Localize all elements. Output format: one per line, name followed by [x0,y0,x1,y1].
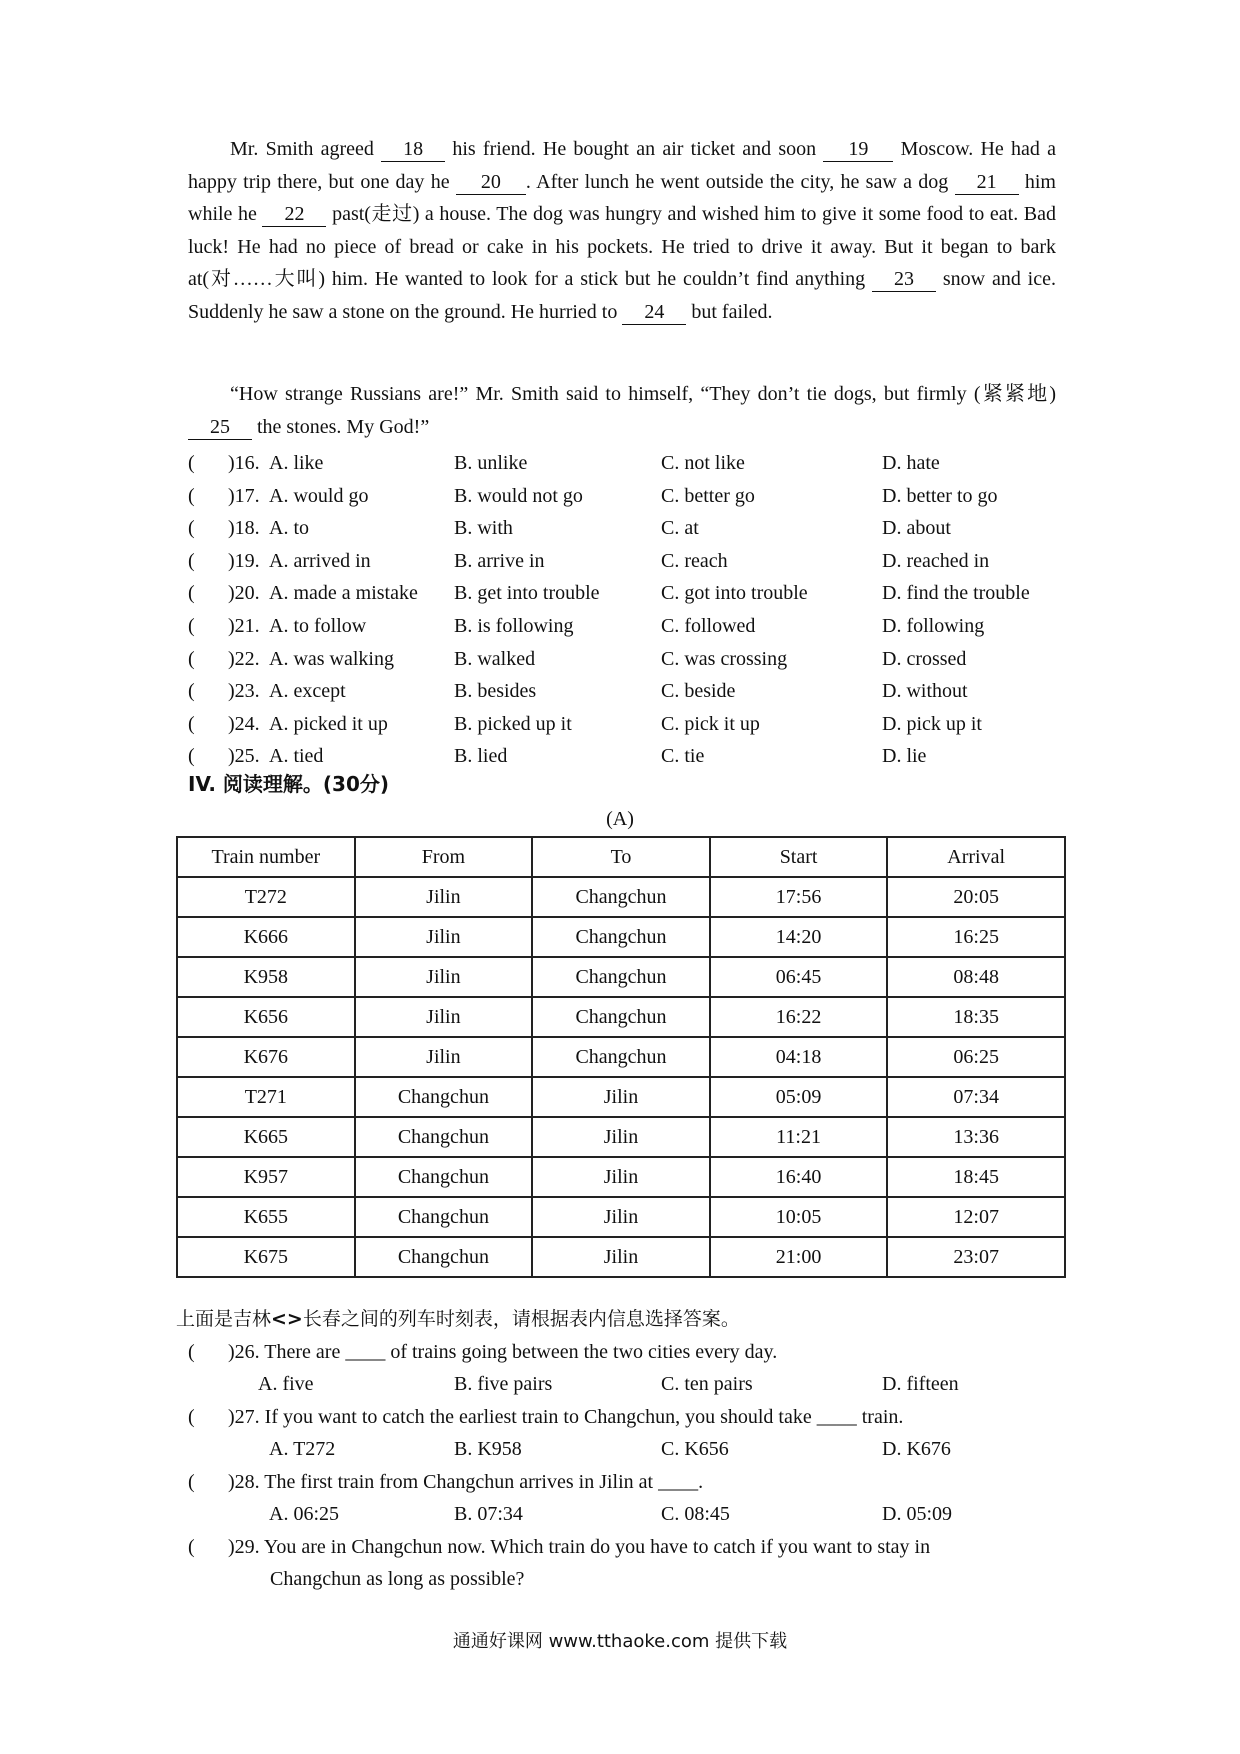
option-b: B. walked [454,647,536,670]
option-a: A. picked it up [269,712,388,735]
passage-text: . After lunch he went outside the city, he saw a dog [525,170,955,193]
question-number: )18. [228,517,260,540]
table-cell: 16:25 [887,917,1065,957]
table-row [177,877,1065,917]
answer-paren: ( [188,517,195,540]
table-cell: Changchun [355,1197,533,1237]
question-number: )22. [228,647,260,670]
table-cell: 21:00 [710,1237,888,1277]
option-c: C. 08:45 [661,1503,730,1525]
passage-text: Moscow. He had a happy trip there, but one day he [188,138,1056,193]
question-number: )23. [228,680,260,703]
table-cell: K656 [177,997,355,1037]
table-cell: K676 [177,1037,355,1077]
option-a: A. would go [269,484,369,507]
option-d: D. about [882,517,951,540]
option-b: B. get into trouble [454,582,600,605]
option-a: A. to follow [269,614,367,637]
column-header: To [532,837,710,877]
option-row-18 [188,512,1068,545]
option-row-23 [188,675,1068,708]
question-28 [188,1466,1068,1499]
option-d: D. better to go [882,484,998,507]
option-d: D. hate [882,452,940,474]
table-cell: 14:20 [710,917,888,957]
passage-text: the stones. My God!” [252,415,430,438]
table-row [177,1197,1065,1237]
option-c: C. not like [661,452,745,474]
answer-paren: ( [188,745,195,768]
answer-paren: ( [188,1536,195,1558]
option-c: C. reach [661,549,728,572]
answer-paren: ( [188,484,195,507]
answer-paren: ( [188,680,195,703]
table-cell: K675 [177,1237,355,1277]
question-number: )24. [228,712,260,735]
column-header: From [355,837,533,877]
option-row-17 [188,480,1068,513]
option-row-24 [188,708,1068,741]
table-cell: 07:34 [887,1077,1065,1117]
table-row [177,1237,1065,1277]
option-row-16 [188,447,1068,480]
passage-paragraph-2 [188,378,1056,443]
table-cell: 11:21 [710,1117,888,1157]
blank-19: 19 [823,137,893,162]
question-number: )17. [228,484,260,507]
answer-paren: ( [188,1471,195,1493]
cloze-options [188,447,1068,773]
table-cell: K958 [177,957,355,997]
answer-paren: ( [188,582,195,605]
question-26 [188,1336,1068,1369]
option-c: C. better go [661,484,755,507]
answer-paren: ( [188,1341,195,1363]
table-cell: 04:18 [710,1037,888,1077]
option-a: A. 06:25 [269,1503,339,1525]
option-d: D. find the trouble [882,582,1030,605]
option-a: A. T272 [269,1438,336,1460]
blank-18: 18 [381,137,445,162]
question-number: )25. [228,745,260,768]
passage-text: his friend. He bought an air ticket and soon [445,138,824,160]
option-d: D. pick up it [882,712,982,735]
table-caption: (A) [606,808,634,830]
table-cell: Changchun [355,1157,533,1197]
page-footer: 通通好课网 www.tthaoke.com 提供下载 [452,1631,788,1652]
table-row [177,1157,1065,1197]
option-c: C. beside [661,680,736,703]
option-b: B. with [454,517,513,540]
option-c: C. tie [661,745,705,768]
option-c: C. ten pairs [661,1373,753,1395]
blank-25: 25 [188,415,252,440]
option-b: B. K958 [454,1438,522,1460]
option-d: D. following [882,614,985,637]
table-cell: 16:40 [710,1157,888,1197]
passage-text: Mr. Smith agreed [230,138,382,160]
option-a: A. arrived in [269,549,371,572]
option-c: C. was crossing [661,647,788,670]
table-cell: Jilin [532,1117,710,1157]
option-b: B. is following [454,614,574,637]
answer-paren: ( [188,647,195,670]
table-cell: Changchun [355,1077,533,1117]
option-c: C. pick it up [661,712,760,735]
passage-paragraph-1 [188,133,1056,329]
question-27 [188,1401,1068,1434]
option-row-19 [188,545,1068,578]
option-a: A. to [269,517,309,540]
table-cell: Changchun [355,1117,533,1157]
table-cell: Jilin [532,1197,710,1237]
option-d: D. K676 [882,1438,951,1460]
table-row [177,957,1065,997]
passage-text: but failed. [686,300,773,323]
question-number: )21. [228,614,260,637]
option-b: B. five pairs [454,1373,553,1395]
table-cell: Changchun [355,1237,533,1277]
table-cell: 10:05 [710,1197,888,1237]
blank-23: 23 [872,267,936,292]
answer-paren: ( [188,452,195,474]
table-header-row [177,837,1065,877]
table-cell: K655 [177,1197,355,1237]
option-a: A. except [269,680,346,703]
table-cell: T272 [177,877,355,917]
table-cell: Jilin [532,1157,710,1197]
option-a: A. tied [269,745,324,768]
table-cell: Changchun [532,917,710,957]
option-row-22 [188,643,1068,676]
table-cell: Jilin [355,997,533,1037]
column-header: Arrival [887,837,1065,877]
table-row [177,1077,1065,1117]
table-cell: 18:45 [887,1157,1065,1197]
question-26-options [188,1368,1068,1401]
double-arrow-icon: <> [271,1308,303,1330]
option-c: C. followed [661,614,756,637]
answer-paren: ( [188,1406,195,1428]
question-27-options [188,1433,1068,1466]
table-cell: 17:56 [710,877,888,917]
table-row [177,1117,1065,1157]
question-text: )29. You are in Changchun now. Which train do you have to catch if you want to stay in [228,1536,931,1558]
answer-paren: ( [188,712,195,735]
option-d: D. crossed [882,647,967,670]
answer-paren: ( [188,549,195,572]
option-b: B. lied [454,745,508,768]
table-cell: Changchun [532,877,710,917]
table-cell: Changchun [532,997,710,1037]
option-a: A. was walking [269,647,394,670]
option-b: B. would not go [454,484,583,507]
table-row [177,917,1065,957]
option-b: B. picked up it [454,712,572,735]
table-cell: K957 [177,1157,355,1197]
option-d: D. reached in [882,549,990,572]
table-cell: 20:05 [887,877,1065,917]
table-instructions [176,1305,740,1333]
table-cell: T271 [177,1077,355,1117]
option-c: C. at [661,517,699,540]
option-row-21 [188,610,1068,643]
option-b: B. arrive in [454,549,545,572]
table-cell: 13:36 [887,1117,1065,1157]
question-29 [188,1531,1068,1564]
table-cell: 06:25 [887,1037,1065,1077]
passage-text: past(走过) a house. The dog was hungry and wished him to give it some food to eat. Bad luck! He had no piece of bread or cake in his pockets. He tried to drive it away. But it began to bark at(对……大叫) him. He wanted to look for a stick but he couldn’t find anything [188,203,1056,291]
passage-text: snow and ice. Suddenly he saw a stone on the ground. He hurried to [188,268,1056,323]
blank-22: 22 [262,202,326,227]
blank-21: 21 [955,170,1019,195]
table-cell: K666 [177,917,355,957]
instruction-text: 长春之间的列车时刻表，请根据表内信息选择答案。 [302,1308,740,1330]
table-cell: 23:07 [887,1237,1065,1277]
option-b: B. 07:34 [454,1503,523,1525]
table-cell: Jilin [355,877,533,917]
option-d: D. fifteen [882,1373,959,1395]
option-a: A. like [269,452,324,474]
table-cell: 08:48 [887,957,1065,997]
option-b: B. besides [454,680,537,703]
option-d: D. 05:09 [882,1503,952,1525]
question-number: )16. [228,452,260,474]
question-29-continued [188,1563,1068,1596]
option-a: A. five [258,1373,314,1395]
column-header: Train number [177,837,355,877]
train-schedule-table [176,836,1066,1278]
blank-20: 20 [456,170,526,195]
table-row [177,1037,1065,1077]
option-row-20 [188,577,1068,610]
table-cell: Changchun [532,957,710,997]
column-header: Start [710,837,888,877]
question-text: )26. There are ____ of trains going between the two cities every day. [228,1341,778,1363]
passage-text: “How strange Russians are!” Mr. Smith said to himself, “They don’t tie dogs, but firmly (紧紧地) [230,383,1056,405]
table-cell: 05:09 [710,1077,888,1117]
table-cell: Jilin [355,957,533,997]
option-a: A. made a mistake [269,582,418,605]
question-text: Changchun as long as possible? [270,1568,525,1590]
table-cell: Changchun [532,1037,710,1077]
table-cell: 06:45 [710,957,888,997]
table-cell: Jilin [532,1237,710,1277]
question-text: )28. The first train from Changchun arrives in Jilin at ____. [228,1471,704,1493]
table-cell: Jilin [355,1037,533,1077]
table-cell: Jilin [355,917,533,957]
table-cell: 18:35 [887,997,1065,1037]
table-cell: 12:07 [887,1197,1065,1237]
question-number: )20. [228,582,260,605]
table-cell: K665 [177,1117,355,1157]
question-28-options [188,1498,1068,1531]
section-title: IV. 阅读理解。(30分) [188,772,390,796]
option-d: D. lie [882,745,927,768]
answer-paren: ( [188,614,195,637]
instruction-text: 上面是吉林 [176,1308,272,1330]
option-d: D. without [882,680,968,703]
table-cell: 16:22 [710,997,888,1037]
passage-text: him while he [188,170,1056,226]
table-row [177,997,1065,1037]
table-cell: Jilin [532,1077,710,1117]
question-number: )19. [228,549,260,572]
question-text: )27. If you want to catch the earliest train to Changchun, you should take ____ train. [228,1406,904,1428]
option-c: C. K656 [661,1438,729,1460]
option-c: C. got into trouble [661,582,808,605]
option-b: B. unlike [454,452,528,474]
blank-24: 24 [622,300,686,325]
